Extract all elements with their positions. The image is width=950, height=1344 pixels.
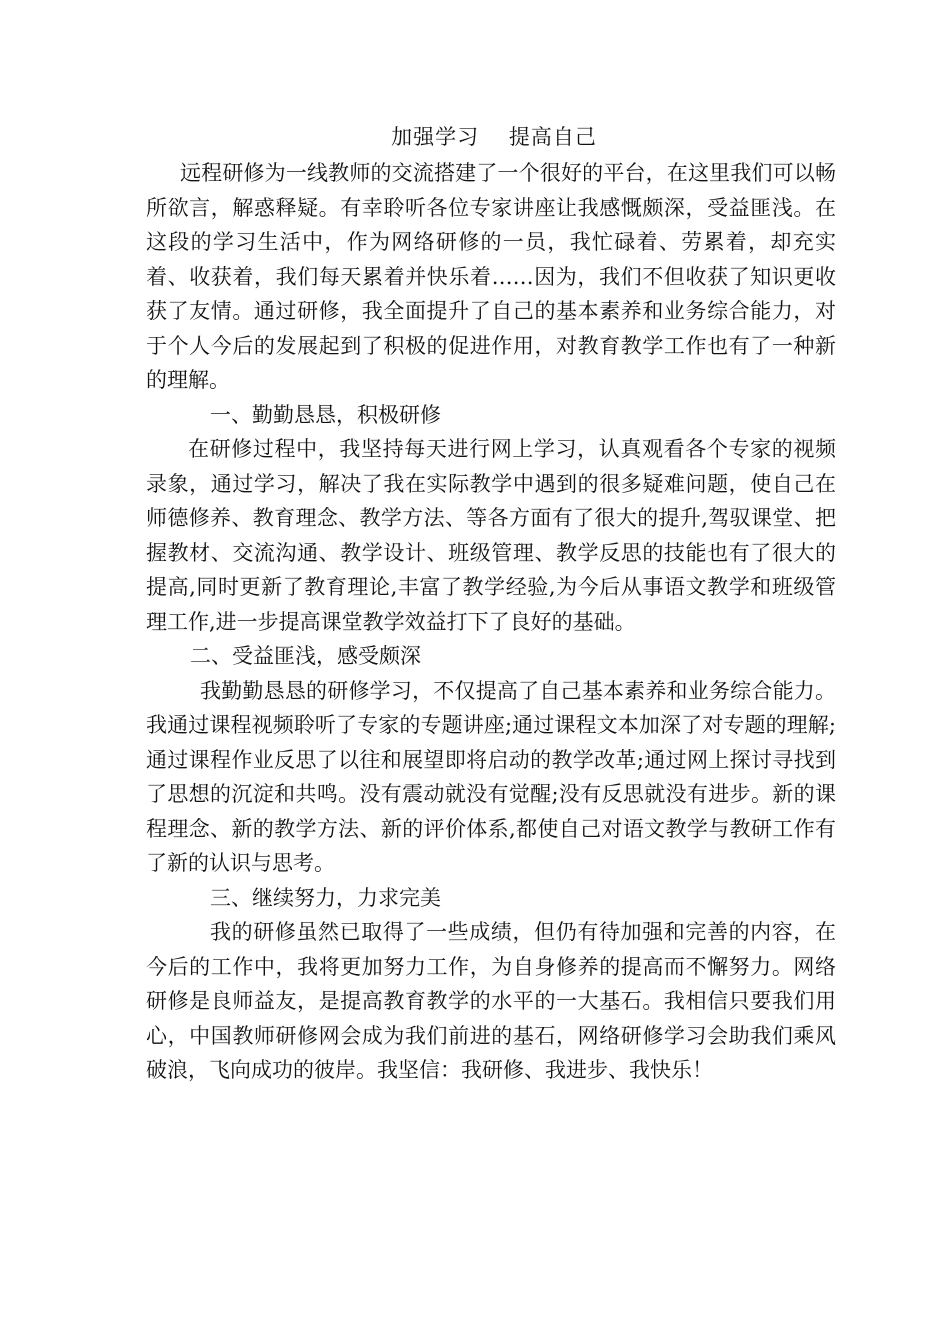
intro-paragraph: 远程研修为一线教师的交流搭建了一个很好的平台，在这里我们可以畅所欲言，解惑释疑。有幸聆听各位专家讲座让我感慨颇深，受益匪浅。在这段的学习生活中，作为网络研修的一员，我忙碌着、劳累着，却充实着、收获着，我们每天累着并快乐着……因为，我们不但收获了知识更收获了友情。通过研修，我全面提升了自己的基本素养和业务综合能力，对于个人今后的发展起到了积极的促进作用，对教育教学工作也有了一种新的理解。: [146, 161, 836, 392]
section-1-heading: 一、勤勤恳恳，积极研修: [210, 402, 441, 427]
document-body: [146, 118, 836, 1088]
document-title: 加强学习 提高自己: [391, 125, 597, 149]
section-1-paragraph: 在研修过程中，我坚持每天进行网上学习，认真观看各个专家的视频录象，通过学习，解决了我在实际教学中遇到的很多疑难问题，使自己在师德修养、教育理念、教学方法、等各方面有了很大的提升,驾驭课堂、把握教材、交流沟通、教学设计、班级管理、教学反思的技能也有了很大的提高,同时更新了教育理论,丰富了教学经验,为今后从事语文教学和班级管理工作,进一步提高课堂教学效益打下了良好的基础。: [146, 437, 836, 634]
section-3-paragraph: 我的研修虽然已取得了一些成绩，但仍有待加强和完善的内容，在今后的工作中，我将更加努力工作，为自身修养的提高而不懈努力。网络研修是良师益友，是提高教育教学的水平的一大基石。我相信只要我们用心，中国教师研修网会成为我们前进的基石，网络研修学习会助我们乘风破浪，飞向成功的彼岸。我坚信：我研修、我进步、我快乐！: [146, 920, 836, 1082]
section-2-heading: 二、受益匪浅，感受颇深: [190, 644, 421, 668]
section-2-paragraph: 我勤勤恳恳的研修学习，不仅提高了自己基本素养和业务综合能力。我通过课程视频聆听了专家的专题讲座;通过课程文本加深了对专题的理解; 通过课程作业反思了以往和展望即将启动的教学改革;通过网上探讨寻找到了思想的沉淀和共鸣。没有震动就没有觉醒;没有反思就没有进步。新的课程理念、新的教学方法、新的评价体系,都使自己对语文教学与教研工作有了新的认识与思考。: [146, 678, 836, 875]
section-3-heading: 三、继续努力，力求完美: [210, 885, 441, 910]
